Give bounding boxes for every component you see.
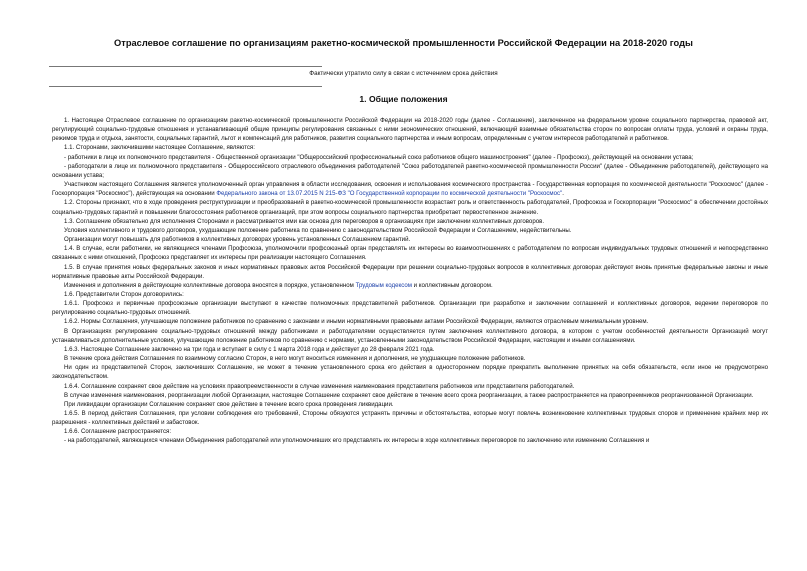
paragraph: В случае изменения наименования, реорганизации любой Организации, настоящее Соглашение сохраняет свое действие в течение всего срока реорганизации, а также распространяется на правопреемников реорганизованной Организации. bbox=[64, 391, 754, 399]
paragraph: Условия коллективного и трудового договоров, ухудшающие положение работника по сравнению с законодательством Российской Федерации и Соглашением, недействительны. bbox=[64, 226, 572, 234]
paragraph: 1.6.2. Нормы Соглашения, улучшающие положение работников по сравнению с законами и иными нормативными правовыми актами Российской Федерации, являются отраслевым минимальным уровнем. bbox=[64, 318, 649, 326]
paragraph: 1.1. Сторонами, заключившими настоящее Соглашение, являются: bbox=[64, 144, 255, 152]
paragraph: При ликвидации организации Соглашение сохраняет свое действие в течение всего срока проведения ликвидации. bbox=[64, 400, 394, 408]
paragraph: 1.6.3. Настоящее Соглашение заключено на три года и вступает в силу с 1 марта 2018 года и действует до 28 февраля 2021 года. bbox=[64, 345, 435, 353]
paragraph-text: Участником настоящего Соглашения является уполномоченный орган управления в области исследования, освоения и использования космического пространства - Государственная корпорация по космической деятельности "Роскосмос" (далее - Госкорпорация "Роскосмос"), действующая на основании bbox=[52, 181, 768, 198]
paragraph: 1.4. В случае, если работники, не являющиеся членами Профсоюза, уполномочили профсоюзный орган представлять их интересы во взаимоотношениях с работодателем по вопросам индивидуальных трудовых отношений и непосредственно связанных с ними отношений, Профсоюз представляет их интересы при реализации настоящего Соглашения. bbox=[52, 245, 768, 262]
paragraph: 1.6. Представители Сторон договорились: bbox=[64, 290, 184, 298]
paragraph-text: . bbox=[562, 190, 564, 198]
paragraph: - на работодателей, являющихся членами Объединения работодателей или уполномочивших его представлять их интересы в ходе коллективных переговоров по заключению или изменению Соглашения и bbox=[64, 437, 650, 445]
paragraph: 1. Настоящее Отраслевое соглашение по организациям ракетно-космической промышленности Российской Федерации на 2018-2020 годы (далее - Соглашение), заключенное на федеральном уровне социального партнерства, правовой акт, регулирующий социально-трудовые отношения и устанавливающий общие принципы регулирования связанных с ними экономических отношений, включающий взаимные обязательства сторон по вопросам оплаты труда, условий и охраны труда, режимов труда и отдыха, занятости, социальных гарантий, льгот и компенсаций для работников, развития социального партнерства и иным вопросам, определенным с учетом интересов работодателей и работников. bbox=[52, 117, 768, 143]
paragraph bbox=[52, 180, 768, 198]
paragraph: 1.6.6. Соглашение распространяется: bbox=[64, 428, 172, 436]
paragraph bbox=[52, 281, 768, 290]
paragraph: 1.6.4. Соглашение сохраняет свое действие на условиях правопреемственности в случае изменения наименования представителя работников или представителя работодателей. bbox=[64, 382, 575, 390]
paragraph: - работодатели в лице их полномочного представителя - Общероссийского отраслевого объединения работодателей "Союз работодателей ракетно-космической промышленности России" (далее - Объединение работодателей), действующего на основании устава; bbox=[52, 162, 768, 179]
law-link[interactable]: Федерального закона от 13.07.2015 N 215-ФЗ "О Государственной корпорации по космической деятельности "Роскосмос" bbox=[216, 190, 563, 198]
paragraph-text: и коллективным договором. bbox=[411, 281, 493, 289]
paragraph: 1.3. Соглашение обязательно для исполнения Сторонами и рассматривается ими как основа для переговоров в организациях при заключении коллективных договоров. bbox=[64, 217, 545, 225]
paragraph: Организации могут повышать для работников в коллективных договорах уровень установленных Соглашением гарантий. bbox=[64, 236, 411, 244]
paragraph: - работники в лице их полномочного представителя - Общественной организации "Общероссийский профессиональный союз работников общего машиностроения" (далее - Профсоюз), действующей на основании устава; bbox=[64, 153, 694, 161]
document-body bbox=[52, 116, 768, 446]
document-title: Отраслевое соглашение по организациям ракетно-космической промышленности Российской Федерации на 2018-2020 годы bbox=[114, 38, 693, 48]
status-notice: Фактически утратило силу в связи с истечением срока действия bbox=[309, 70, 498, 77]
labor-code-link[interactable]: Трудовым кодексом bbox=[355, 281, 412, 289]
paragraph: 1.6.1. Профсоюз и первичные профсоюзные организации выступают в качестве полномочных представителей работников. Организации при разработке и заключении соглашений и коллективных договоров, ведении переговоров по регулированию социально-трудовых отношений. bbox=[52, 300, 768, 317]
paragraph: 1.2. Стороны признают, что в ходе проведения реструктуризации и преобразований в ракетно-космической промышленности возрастает роль и ответственность работодателей, Профсоюза и Госкорпорации "Роскосмос" в обеспечении достойных социально-трудовых гарантий и повышении благосостояния работников организаций, при этом вопросы социального партнерства приобретает первостепенное значение. bbox=[52, 199, 768, 216]
paragraph: Ни один из представителей Сторон, заключивших Соглашение, не может в течение установленного срока его действия в одностороннем порядке прекратить выполнение принятых на себя обязательств, если иное не предусмотрено законодательством. bbox=[52, 364, 768, 381]
paragraph: 1.5. В случае принятия новых федеральных законов и иных нормативных правовых актов Российской Федерации при решении социально-трудовых вопросов в коллективных договорах действуют вновь принятые федеральные законы и иные нормативные правовые акты Российской Федерации. bbox=[52, 263, 768, 280]
section-heading: 1. Общие положения bbox=[359, 94, 448, 104]
divider-top bbox=[49, 66, 322, 67]
paragraph: 1.6.5. В период действия Соглашения, при условии соблюдения его требований, Стороны обязуются устранять причины и обстоятельства, которые могут повлечь возникновение коллективных трудовых споров и применение крайних мер их разрешения - коллективных действий и забастовок. bbox=[52, 410, 768, 427]
paragraph: В Организациях регулирование социально-трудовых отношений между работниками и работодателями осуществляется путем заключения коллективного договора, в котором с учетом особенностей деятельности Организаций могут устанавливаться дополнительные условия, улучшающие положение работников по сравнению с нормами, установленными законодательством Российской Федерации, настоящим и иными соглашениями. bbox=[52, 327, 768, 344]
paragraph: В течение срока действия Соглашения по взаимному согласию Сторон, в него могут вноситься изменения и дополнения, не ухудшающие положение работников. bbox=[64, 355, 526, 363]
divider-bottom bbox=[49, 86, 322, 87]
paragraph-text: Изменения и дополнения в действующие коллективные договора вносятся в порядке, установленном bbox=[64, 281, 356, 289]
